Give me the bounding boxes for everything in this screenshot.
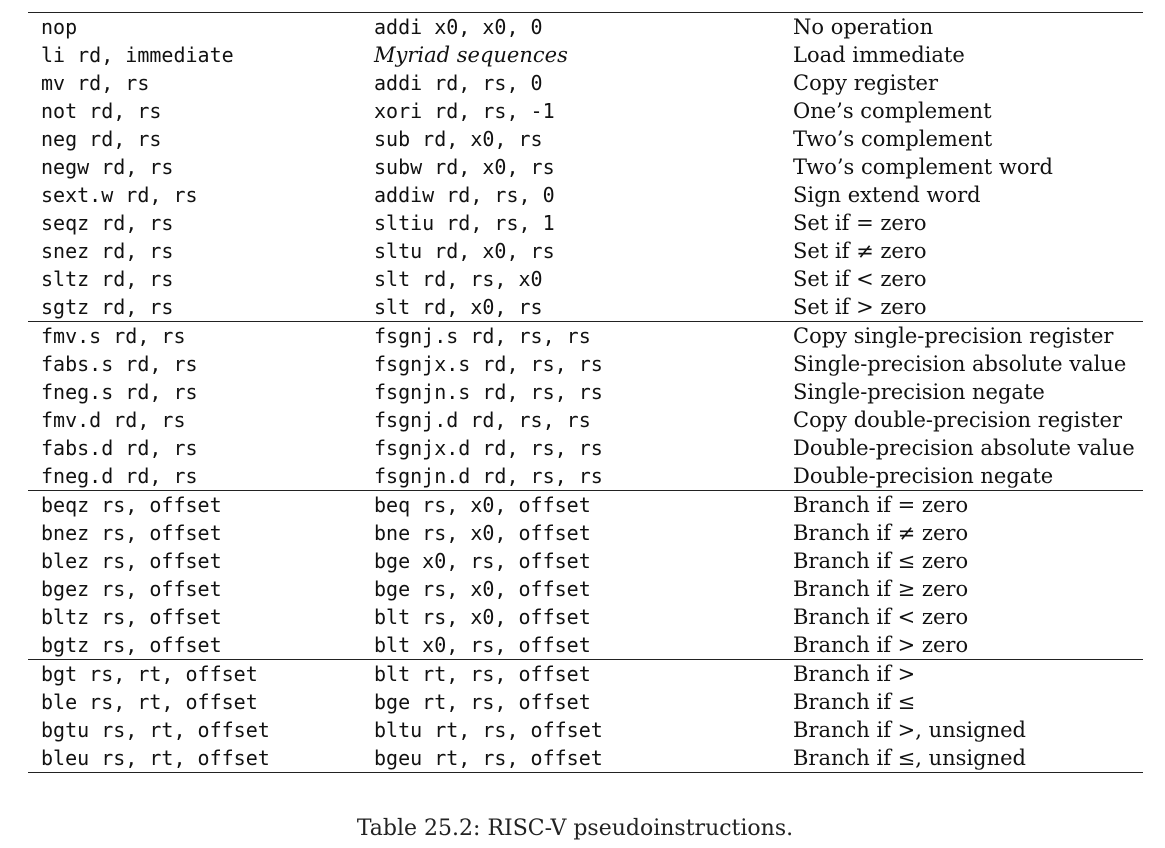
- meaning-cell: Copy register: [793, 71, 939, 95]
- pseudo-cell: fmv.s rd, rs: [41, 324, 186, 348]
- pseudo-cell: sltz rd, rs: [41, 267, 174, 291]
- pseudo-cell: not rd, rs: [41, 99, 162, 123]
- table-row: [28, 322, 1143, 350]
- base-cell: addiw rd, rs, 0: [374, 183, 555, 207]
- base-cell: fsgnjn.d rd, rs, rs: [374, 464, 603, 488]
- base-cell: bltu rt, rs, offset: [374, 718, 603, 742]
- table-row: [28, 406, 1143, 434]
- base-cell: bge x0, rs, offset: [374, 549, 591, 573]
- pseudo-cell: snez rd, rs: [41, 239, 174, 263]
- table-row: [28, 13, 1143, 41]
- table-row: [28, 744, 1143, 772]
- meaning-cell: No operation: [793, 15, 934, 39]
- pseudo-cell: bgtu rs, rt, offset: [41, 718, 270, 742]
- base-cell: subw rd, x0, rs: [374, 155, 555, 179]
- table-row: [28, 293, 1143, 321]
- table-row: [28, 265, 1143, 293]
- table-row: [28, 69, 1143, 97]
- base-cell: blt x0, rs, offset: [374, 633, 591, 657]
- pseudo-cell: fabs.d rd, rs: [41, 436, 198, 460]
- base-cell: bgeu rt, rs, offset: [374, 746, 603, 770]
- pseudo-cell: neg rd, rs: [41, 127, 162, 151]
- pseudo-cell: li rd, immediate: [41, 43, 234, 67]
- table-row: [28, 519, 1143, 547]
- table-row: [28, 125, 1143, 153]
- table-row: [28, 716, 1143, 744]
- base-cell: fsgnjn.s rd, rs, rs: [374, 380, 603, 404]
- base-cell: sltiu rd, rs, 1: [374, 211, 555, 235]
- table-row: [28, 378, 1143, 406]
- table-row: [28, 153, 1143, 181]
- meaning-cell: Branch if ≤ zero: [793, 549, 969, 573]
- pseudo-cell: fneg.d rd, rs: [41, 464, 198, 488]
- meaning-cell: Copy single-precision register: [793, 324, 1114, 348]
- pseudo-cell: beqz rs, offset: [41, 493, 222, 517]
- table-group-branch-zero: [28, 490, 1143, 659]
- base-cell: xori rd, rs, -1: [374, 99, 555, 123]
- table-row: [28, 547, 1143, 575]
- table-group-branch-compare: [28, 659, 1143, 773]
- meaning-cell: Branch if >: [793, 662, 916, 686]
- table-row: [28, 237, 1143, 265]
- table-row: [28, 434, 1143, 462]
- base-cell: fsgnj.d rd, rs, rs: [374, 408, 591, 432]
- meaning-cell: Copy double-precision register: [793, 408, 1123, 432]
- meaning-cell: Two’s complement word: [793, 155, 1053, 179]
- base-cell: sub rd, x0, rs: [374, 127, 543, 151]
- table-row: [28, 491, 1143, 519]
- base-cell: addi x0, x0, 0: [374, 15, 543, 39]
- pseudo-cell: fabs.s rd, rs: [41, 352, 198, 376]
- pseudoinstruction-table: [28, 12, 1143, 773]
- pseudo-cell: bgez rs, offset: [41, 577, 222, 601]
- table-row: [28, 631, 1143, 659]
- pseudo-cell: bgtz rs, offset: [41, 633, 222, 657]
- table-row: [28, 575, 1143, 603]
- base-cell: slt rd, rs, x0: [374, 267, 543, 291]
- meaning-cell: Branch if ≤, unsigned: [793, 746, 1026, 770]
- meaning-cell: Double-precision negate: [793, 464, 1054, 488]
- base-cell: bge rs, x0, offset: [374, 577, 591, 601]
- pseudo-cell: nop: [41, 15, 78, 39]
- table-row: [28, 688, 1143, 716]
- meaning-cell: Sign extend word: [793, 183, 981, 207]
- meaning-cell: Branch if > zero: [793, 633, 969, 657]
- base-cell: beq rs, x0, offset: [374, 493, 591, 517]
- table-group-integer: [28, 12, 1143, 321]
- pseudo-cell: ble rs, rt, offset: [41, 690, 258, 714]
- table-row: [28, 350, 1143, 378]
- meaning-cell: Branch if < zero: [793, 605, 969, 629]
- base-cell: bge rt, rs, offset: [374, 690, 591, 714]
- pseudo-cell: bgt rs, rt, offset: [41, 662, 258, 686]
- pseudo-cell: blez rs, offset: [41, 549, 222, 573]
- meaning-cell: Single-precision absolute value: [793, 352, 1127, 376]
- table-row: [28, 209, 1143, 237]
- table-row: [28, 462, 1143, 490]
- pseudo-cell: negw rd, rs: [41, 155, 174, 179]
- meaning-cell: Branch if >, unsigned: [793, 718, 1026, 742]
- base-cell: Myriad sequences: [374, 43, 568, 67]
- base-cell: fsgnjx.d rd, rs, rs: [374, 436, 603, 460]
- pseudo-cell: bltz rs, offset: [41, 605, 222, 629]
- meaning-cell: Set if < zero: [793, 267, 927, 291]
- pseudo-cell: fmv.d rd, rs: [41, 408, 186, 432]
- base-cell: bne rs, x0, offset: [374, 521, 591, 545]
- base-cell: sltu rd, x0, rs: [374, 239, 555, 263]
- meaning-cell: Set if = zero: [793, 211, 927, 235]
- pseudo-cell: fneg.s rd, rs: [41, 380, 198, 404]
- table-row: [28, 41, 1143, 69]
- base-cell: fsgnj.s rd, rs, rs: [374, 324, 591, 348]
- meaning-cell: Single-precision negate: [793, 380, 1045, 404]
- pseudo-cell: seqz rd, rs: [41, 211, 174, 235]
- meaning-cell: Double-precision absolute value: [793, 436, 1135, 460]
- pseudo-cell: sext.w rd, rs: [41, 183, 198, 207]
- pseudo-cell: sgtz rd, rs: [41, 295, 174, 319]
- pseudo-cell: mv rd, rs: [41, 71, 150, 95]
- pseudo-cell: bleu rs, rt, offset: [41, 746, 270, 770]
- base-cell: blt rt, rs, offset: [374, 662, 591, 686]
- table-row: [28, 181, 1143, 209]
- base-cell: addi rd, rs, 0: [374, 71, 543, 95]
- meaning-cell: Load immediate: [793, 43, 965, 67]
- meaning-cell: Two’s complement: [793, 127, 993, 151]
- meaning-cell: Set if ≠ zero: [793, 239, 927, 263]
- table-row: [28, 660, 1143, 688]
- base-cell: fsgnjx.s rd, rs, rs: [374, 352, 603, 376]
- meaning-cell: Branch if = zero: [793, 493, 969, 517]
- table-caption: Table 25.2: RISC-V pseudoinstructions.: [356, 816, 794, 841]
- meaning-cell: One’s complement: [793, 99, 992, 123]
- base-cell: blt rs, x0, offset: [374, 605, 591, 629]
- meaning-cell: Branch if ≤: [793, 690, 916, 714]
- base-cell: slt rd, x0, rs: [374, 295, 543, 319]
- table-group-float: [28, 321, 1143, 490]
- table-row: [28, 603, 1143, 631]
- pseudo-cell: bnez rs, offset: [41, 521, 222, 545]
- meaning-cell: Branch if ≠ zero: [793, 521, 969, 545]
- meaning-cell: Branch if ≥ zero: [793, 577, 969, 601]
- table-row: [28, 97, 1143, 125]
- meaning-cell: Set if > zero: [793, 295, 927, 319]
